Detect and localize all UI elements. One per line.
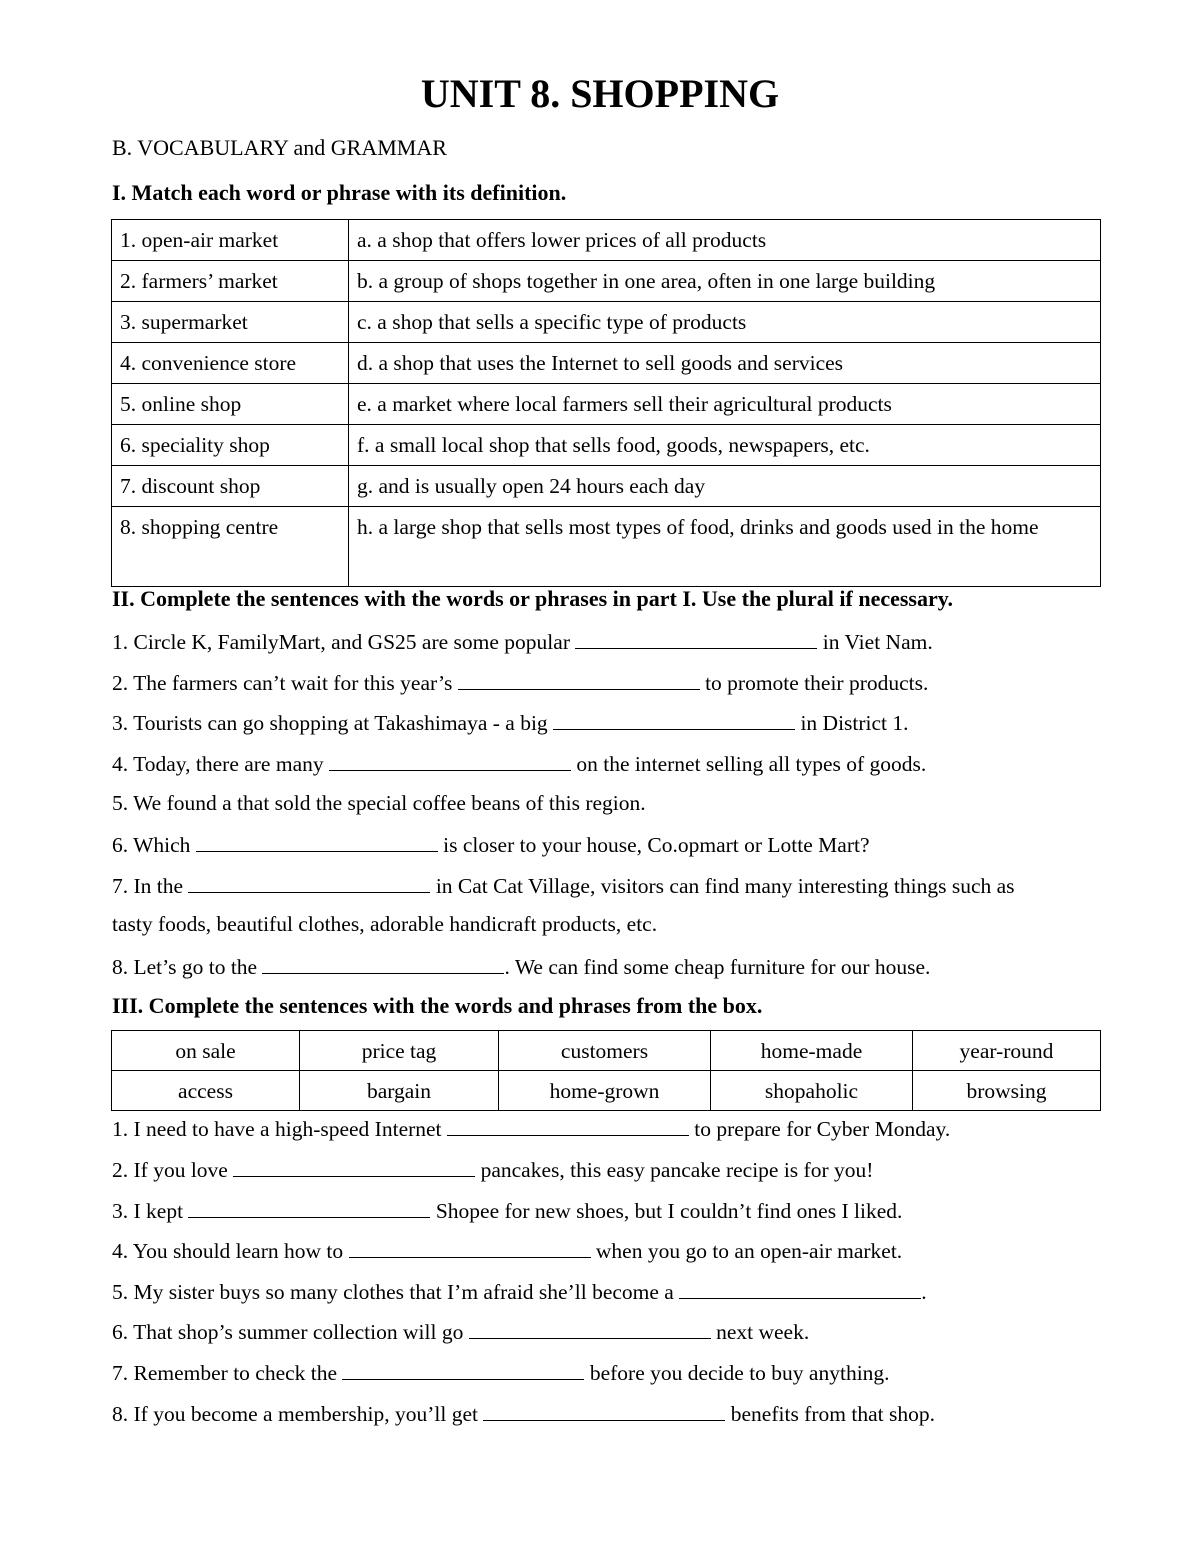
answer-blank[interactable] — [196, 829, 438, 852]
sentence — [112, 1316, 809, 1346]
answer-blank[interactable] — [233, 1154, 475, 1177]
sentence-text: 5. My sister buys so many clothes that I’m afraid she’ll become a — [112, 1280, 680, 1304]
sentence — [112, 1195, 902, 1225]
word-box-cell: access — [112, 1071, 300, 1111]
sentence-text: before you decide to buy anything. — [584, 1361, 890, 1385]
sentence-text: . We can find some cheap furniture for our house. — [504, 955, 931, 979]
table-row — [112, 343, 1101, 384]
part2-heading: II. Complete the sentences with the words or phrases in part I. Use the plural if necessary. — [112, 586, 954, 611]
answer-blank[interactable] — [679, 1276, 921, 1299]
sentence-text: 6. Which — [112, 833, 196, 857]
definition-cell: a. a shop that offers lower prices of all products — [349, 220, 1101, 261]
sentence — [112, 951, 930, 981]
sentence — [112, 1357, 890, 1387]
table-row — [112, 261, 1101, 302]
sentence — [112, 748, 926, 778]
sentence-text: in Viet Nam. — [817, 630, 933, 654]
sentence-text: . — [921, 1280, 927, 1304]
word-box-cell: home-grown — [499, 1071, 711, 1111]
sentence — [112, 1398, 935, 1428]
answer-blank[interactable] — [188, 870, 430, 893]
sentence-text: next week. — [710, 1320, 810, 1344]
word-box — [111, 1030, 1101, 1111]
sentence — [112, 707, 909, 737]
table-row — [112, 302, 1101, 343]
word-box-cell: bargain — [300, 1071, 499, 1111]
word-box-cell: browsing — [913, 1071, 1101, 1111]
sentence-text: 7. In the — [112, 874, 189, 898]
sentence-text: Shopee for new shoes, but I couldn’t find ones I liked. — [430, 1199, 903, 1223]
answer-blank[interactable] — [262, 951, 504, 974]
sentence-text: 3. I kept — [112, 1199, 189, 1223]
answer-blank[interactable] — [342, 1357, 584, 1380]
sentence-text: 1. I need to have a high-speed Internet — [112, 1117, 447, 1141]
word-cell: 3. supermarket — [112, 302, 349, 343]
sentence: 5. We found a that sold the special coffee beans of this region. — [112, 791, 646, 815]
word-box-cell: shopaholic — [711, 1071, 913, 1111]
sentence-text: 2. The farmers can’t wait for this year’s — [112, 671, 458, 695]
sentence-text: 6. That shop’s summer collection will go — [112, 1320, 469, 1344]
word-box-cell: year-round — [913, 1031, 1101, 1071]
word-cell: 5. online shop — [112, 384, 349, 425]
definition-cell: c. a shop that sells a specific type of products — [349, 302, 1101, 343]
matching-table — [111, 219, 1101, 587]
definition-cell: g. and is usually open 24 hours each day — [349, 466, 1101, 507]
answer-blank[interactable] — [349, 1235, 591, 1258]
definition-cell: d. a shop that uses the Internet to sell goods and services — [349, 343, 1101, 384]
sentence-text: is closer to your house, Co.opmart or Lotte Mart? — [437, 833, 870, 857]
sentence-text: benefits from that shop. — [725, 1402, 935, 1426]
word-cell: 4. convenience store — [112, 343, 349, 384]
sentence-text: 8. If you become a membership, you’ll get — [112, 1402, 484, 1426]
sentence-text: 7. Remember to check the — [112, 1361, 343, 1385]
word-cell: 1. open-air market — [112, 220, 349, 261]
sentence-text: 3. Tourists can go shopping at Takashimaya - a big — [112, 711, 554, 735]
sentence-text: 4. Today, there are many — [112, 752, 329, 776]
sentence — [112, 667, 928, 697]
answer-blank[interactable] — [458, 667, 700, 690]
word-cell: 8. shopping centre — [112, 507, 349, 587]
part1-heading: I. Match each word or phrase with its definition. — [112, 180, 567, 205]
sentence — [112, 870, 1015, 900]
table-row — [112, 507, 1101, 587]
table-row — [112, 384, 1101, 425]
sentence-text: on the internet selling all types of goods. — [571, 752, 927, 776]
sentence — [112, 1235, 902, 1265]
word-box-cell: home-made — [711, 1031, 913, 1071]
sentence-text: 1. Circle K, FamilyMart, and GS25 are some popular — [112, 630, 576, 654]
word-cell: 6. speciality shop — [112, 425, 349, 466]
sentence — [112, 1276, 927, 1306]
sentence-text: in District 1. — [795, 711, 909, 735]
word-box-row — [112, 1071, 1101, 1111]
sentence-text: 2. If you love — [112, 1158, 234, 1182]
sentence — [112, 1154, 873, 1184]
answer-blank[interactable] — [329, 748, 571, 771]
sentence-text: 4. You should learn how to — [112, 1239, 349, 1263]
section-b-heading: B. VOCABULARY and GRAMMAR — [112, 135, 447, 160]
word-box-cell: on sale — [112, 1031, 300, 1071]
table-row — [112, 220, 1101, 261]
table-row — [112, 425, 1101, 466]
word-cell: 2. farmers’ market — [112, 261, 349, 302]
word-cell: 7. discount shop — [112, 466, 349, 507]
word-box-cell: customers — [499, 1031, 711, 1071]
sentence-text: pancakes, this easy pancake recipe is for you! — [475, 1158, 874, 1182]
sentence-text: when you go to an open-air market. — [590, 1239, 903, 1263]
word-box-row — [112, 1031, 1101, 1071]
sentence-text: 8. Let’s go to the — [112, 955, 263, 979]
sentence-text: in Cat Cat Village, visitors can find many interesting things such as — [430, 874, 1015, 898]
part3-heading: III. Complete the sentences with the words and phrases from the box. — [112, 993, 763, 1018]
answer-blank[interactable] — [483, 1398, 725, 1421]
table-row — [112, 466, 1101, 507]
definition-cell: b. a group of shops together in one area, often in one large building — [349, 261, 1101, 302]
answer-blank[interactable] — [469, 1316, 711, 1339]
answer-blank[interactable] — [188, 1195, 430, 1218]
word-box-cell: price tag — [300, 1031, 499, 1071]
sentence — [112, 829, 870, 859]
answer-blank[interactable] — [553, 707, 795, 730]
definition-cell: f. a small local shop that sells food, goods, newspapers, etc. — [349, 425, 1101, 466]
definition-cell: h. a large shop that sells most types of food, drinks and goods used in the home — [349, 507, 1101, 587]
sentence — [112, 1113, 950, 1143]
answer-blank[interactable] — [447, 1113, 689, 1136]
sentence-continuation: tasty foods, beautiful clothes, adorable handicraft products, etc. — [112, 912, 658, 936]
sentence-text: to prepare for Cyber Monday. — [688, 1117, 951, 1141]
sentence — [112, 626, 933, 656]
answer-blank[interactable] — [575, 626, 817, 649]
sentence-text: to promote their products. — [699, 671, 929, 695]
definition-cell: e. a market where local farmers sell their agricultural products — [349, 384, 1101, 425]
page-title: UNIT 8. SHOPPING — [420, 71, 780, 116]
